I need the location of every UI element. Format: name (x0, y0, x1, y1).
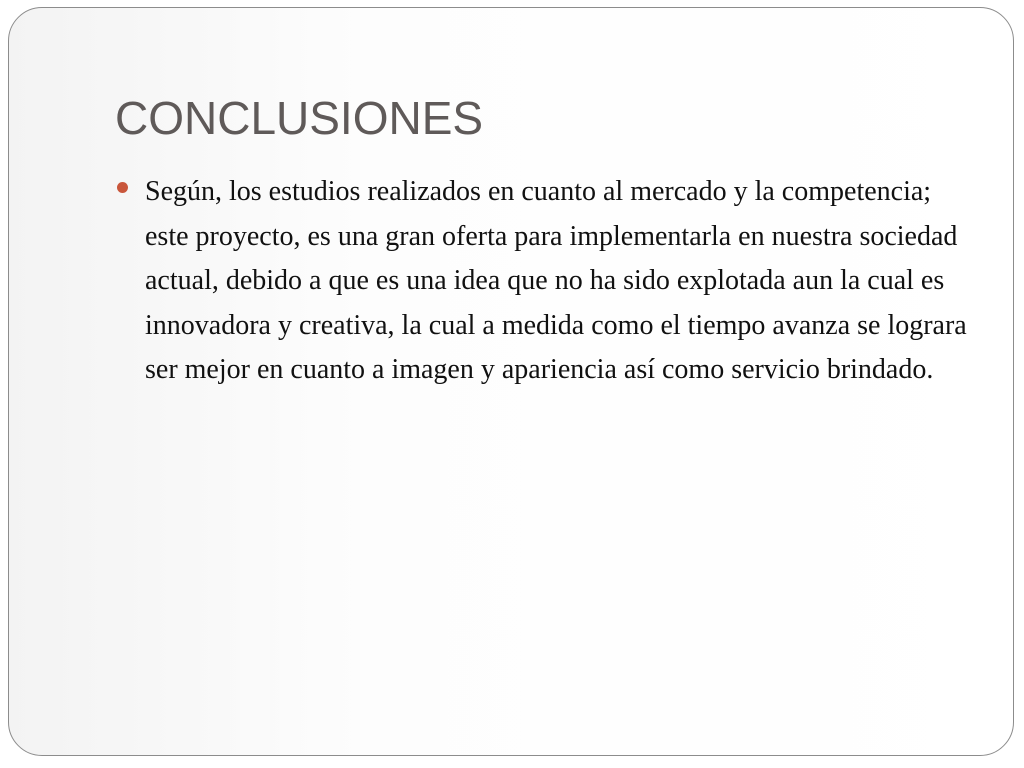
slide (8, 7, 1014, 756)
bullet-dot-icon (117, 182, 128, 193)
bullet-text: Según, los estudios realizados en cuanto al mercado y la competencia; este proyecto, es una gran oferta para implementarla en nuestra sociedad actual, debido a que es una idea que no ha sido explotada aun la cual es innovadora y creativa, la cual a medida como el tiempo avanza se lograra ser mejor en cuanto a imagen y apariencia así como servicio brindado. (145, 176, 967, 385)
slide-title: CONCLUSIONES (115, 92, 484, 144)
